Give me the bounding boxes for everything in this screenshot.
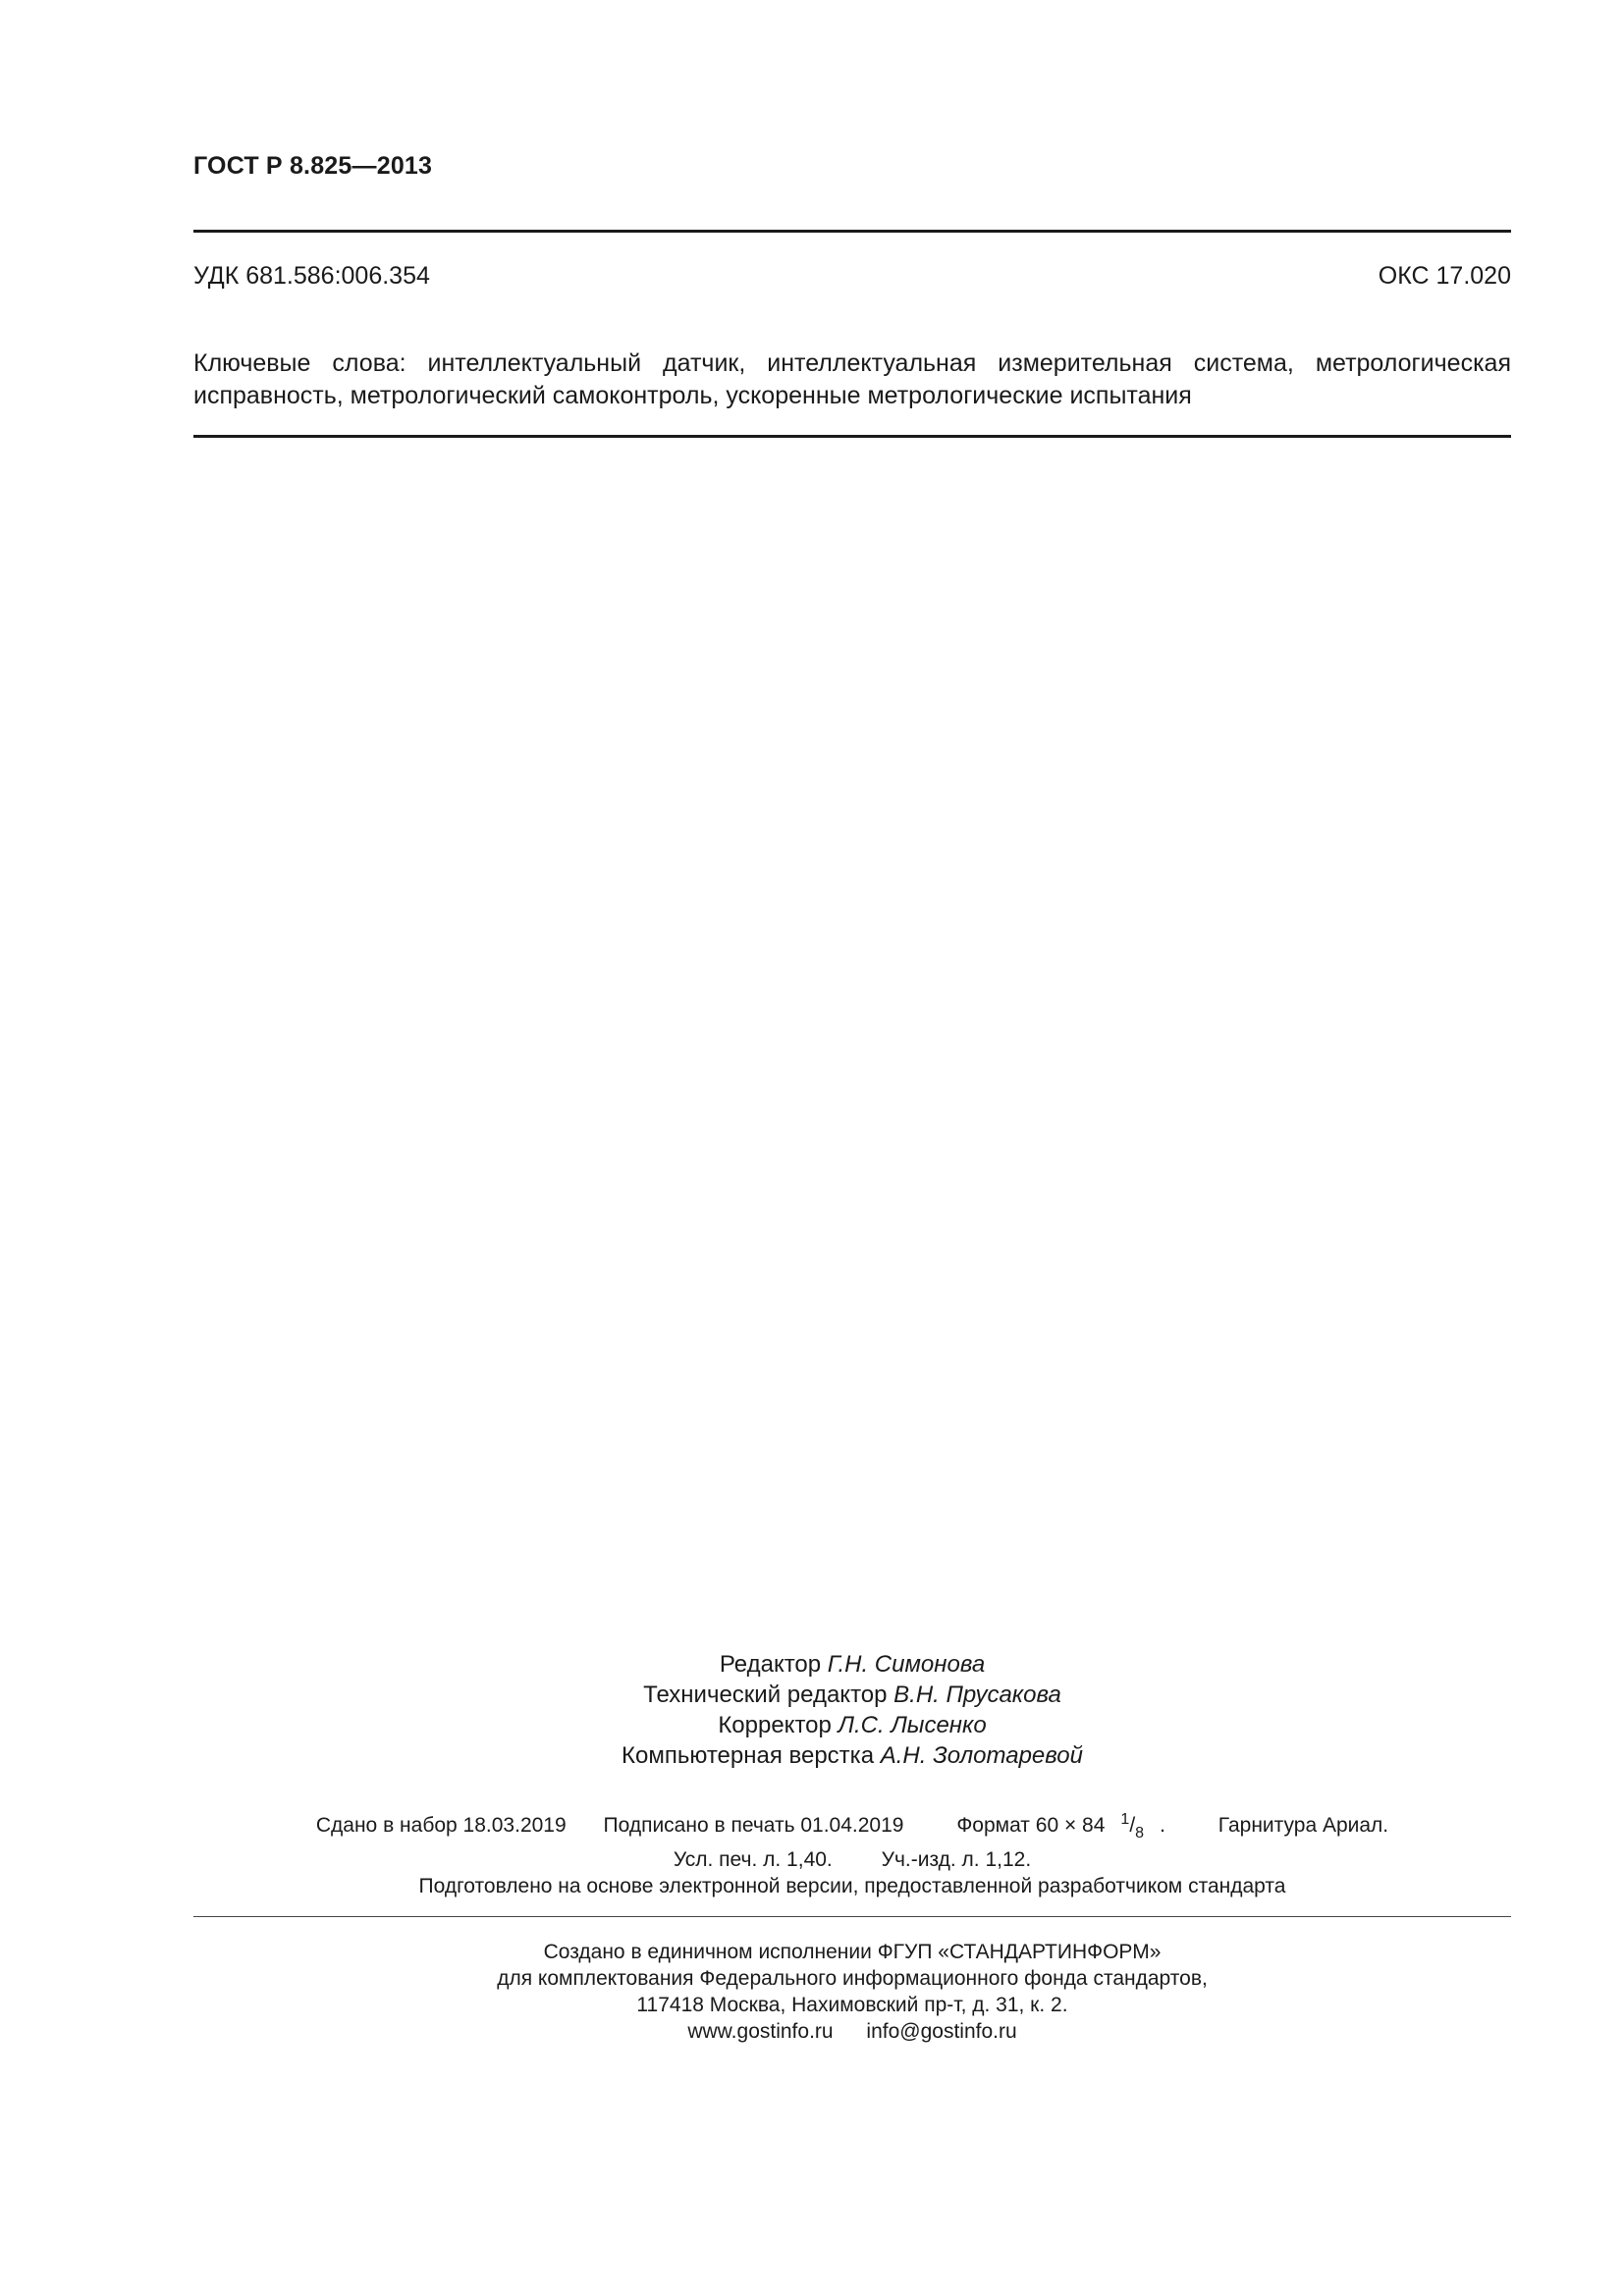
format-suffix: .	[1160, 1814, 1165, 1837]
keywords-divider	[193, 435, 1511, 438]
standard-number: ГОСТ Р 8.825—2013	[193, 152, 433, 180]
publisher-contacts	[193, 2018, 1511, 2045]
publisher-sheets: Уч.-изд. л. 1,12.	[881, 1848, 1032, 1871]
credit-name: Г.Н. Симонова	[827, 1651, 986, 1678]
publisher-line: для комплектования Федерального информационного фонда стандартов,	[497, 1967, 1208, 1990]
sheets-row	[193, 1846, 1511, 1873]
credit-name: Л.С. Лысенко	[838, 1712, 987, 1738]
paper-format: Формат 60 × 84 $^1/_8$ .	[956, 1811, 1165, 1842]
footer-divider	[193, 1916, 1511, 1917]
publisher-line: Создано в единичном исполнении ФГУП «СТАНДАРТИНФОРМ»	[543, 1941, 1162, 1963]
credit-role: Редактор	[719, 1651, 822, 1678]
publisher-address: 117418 Москва, Нахимовский пр-т, д. 31, к. 2.	[636, 1994, 1068, 2016]
format-prefix: Формат 60 × 84	[956, 1814, 1106, 1837]
publication-row	[193, 1806, 1511, 1846]
format-denominator: 8	[1135, 1825, 1145, 1842]
publisher-block	[193, 1939, 1511, 2045]
credit-line	[193, 1680, 1511, 1710]
top-divider	[193, 230, 1511, 233]
email-link[interactable]: info@gostinfo.ru	[866, 2020, 1017, 2043]
typeset-date: Сдано в набор 18.03.2019	[315, 1814, 567, 1837]
website-link[interactable]: www.gostinfo.ru	[687, 2020, 834, 2043]
credit-role: Корректор	[718, 1712, 832, 1738]
credit-name: В.Н. Прусакова	[893, 1682, 1061, 1708]
print-sheets: Усл. печ. л. 1,40.	[673, 1848, 833, 1871]
credit-line	[193, 1649, 1511, 1680]
oks-code: ОКС 17.020	[1378, 262, 1511, 290]
keywords-paragraph: Ключевые слова: интеллектуальный датчик, интеллектуальная измерительная система, метрологическая исправность, метрологический самоконтроль, ускоренные метрологические испытания	[193, 349, 1511, 409]
credit-role: Технический редактор	[643, 1682, 888, 1708]
typeface: Гарнитура Ариал.	[1217, 1814, 1389, 1837]
format-numerator: 1	[1120, 1811, 1130, 1828]
print-date: Подписано в печать 01.04.2019	[603, 1814, 904, 1837]
prepared-note: Подготовлено на основе электронной версии, предоставленной разработчиком стандарта	[418, 1875, 1286, 1897]
udk-code: УДК 681.586:006.354	[193, 262, 430, 290]
credit-name: А.Н. Золотаревой	[880, 1742, 1083, 1769]
publication-info	[193, 1806, 1511, 1899]
credit-line	[193, 1740, 1511, 1771]
credit-line	[193, 1710, 1511, 1740]
credit-role: Компьютерная верстка	[622, 1742, 875, 1769]
editorial-credits	[193, 1649, 1511, 1771]
